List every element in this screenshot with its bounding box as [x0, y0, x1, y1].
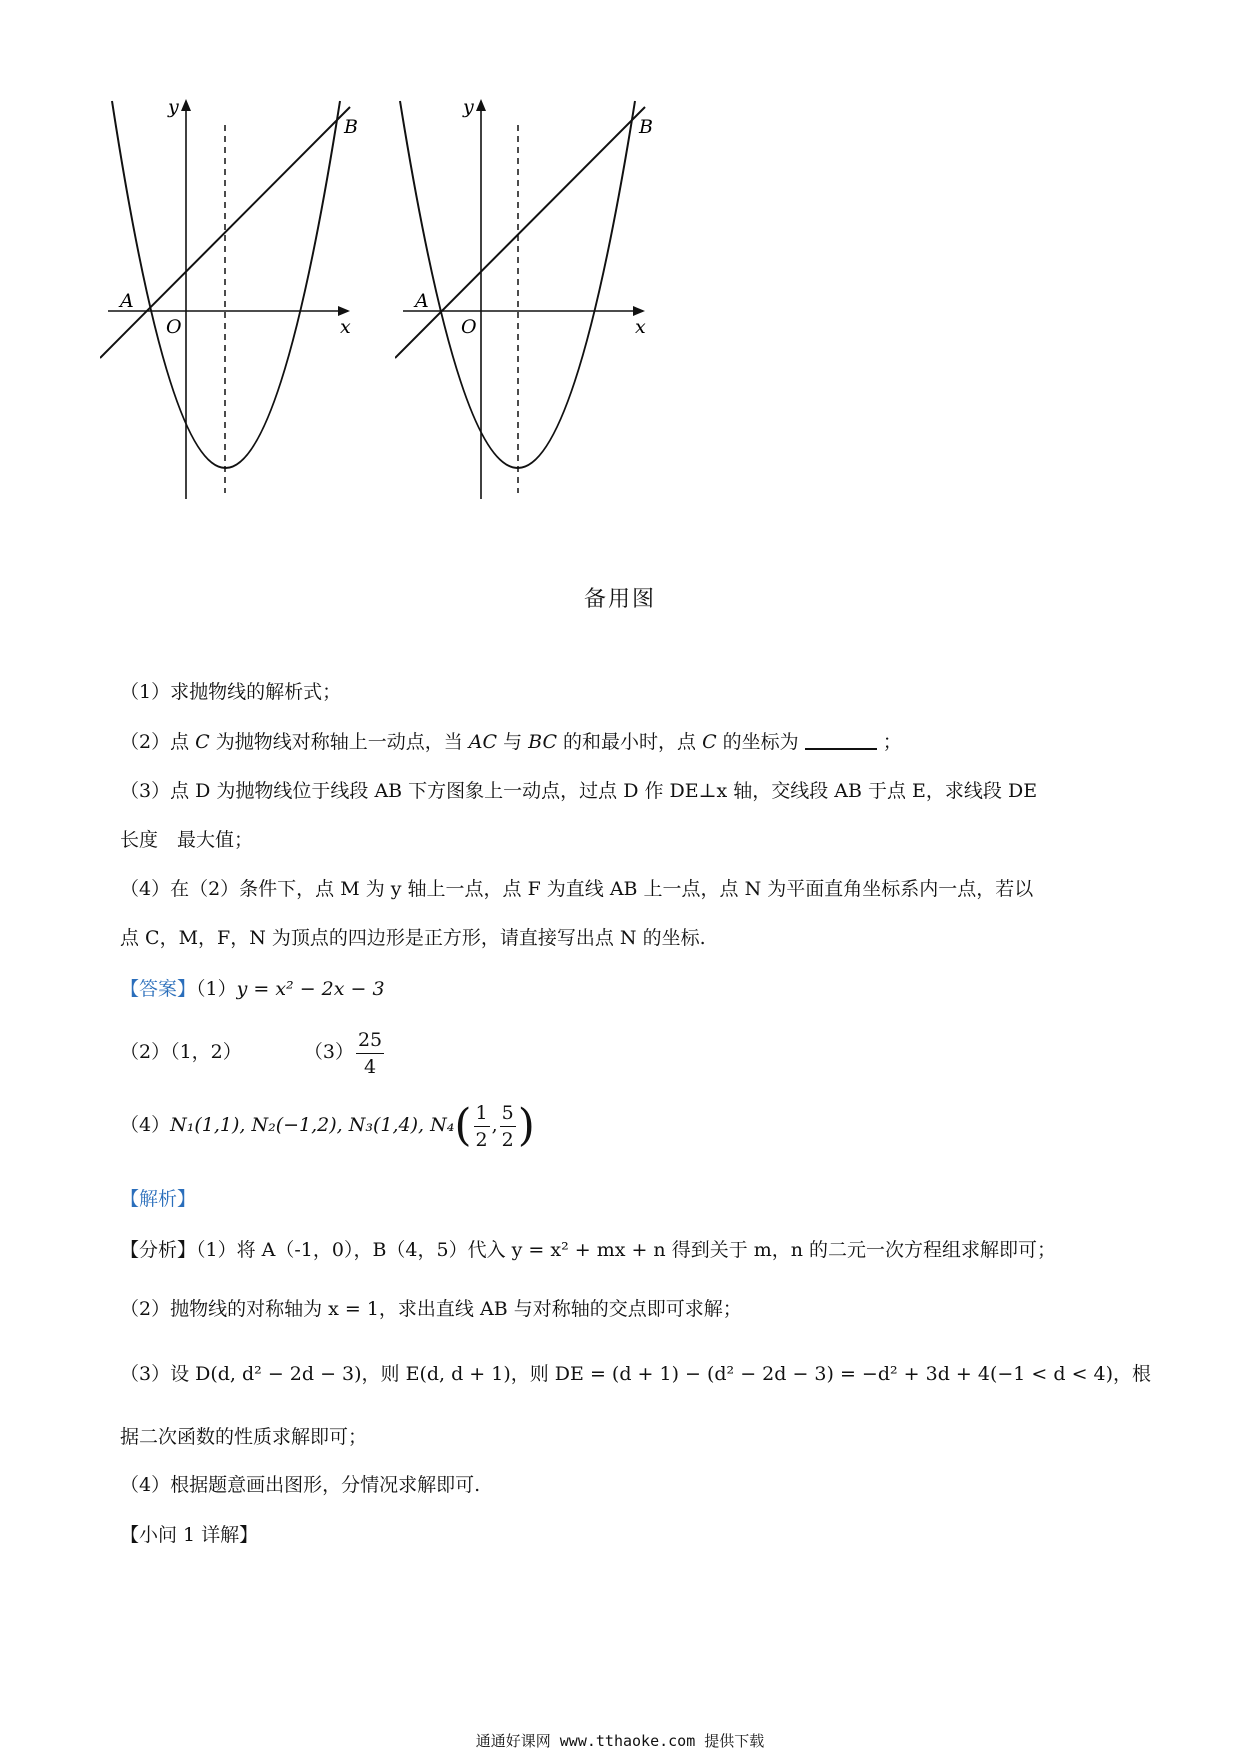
analysis-p3-line-1: （3）设 D(d, d² − 2d − 3)，则 E(d, d + 1)，则 DE = (d + 1) − (d² − 2d − 3) = −d² + 3d + 4(−1 < d < 4)，根 [120, 1363, 1152, 1385]
parabola [112, 101, 340, 468]
question-3-line-1: （3）点 D 为抛物线位于线段 AB 下方图象上一动点，过点 D 作 DE⊥x 轴，交线段 AB 于点 E，求线段 DE [120, 780, 1038, 802]
fraction-numerator: 5 [500, 1100, 516, 1127]
figure-group [100, 95, 780, 565]
answer-4: （4）N₁(1,1), N₂(−1,2), N₃(1,4), N₄( $\frac{1}{2}$ , $\frac{5}{2}$ ) [120, 1100, 535, 1151]
analysis-text: （1）将 A（-1，0），B（4，5）代入 y = x² + mx + n 得到关于 m，n 的二元一次方程组求解即可； [196, 1239, 1057, 1261]
analysis-p4: （4）根据题意画出图形，分情况求解即可. [120, 1474, 481, 1496]
y-axis-arrow [181, 99, 191, 111]
answer-4-expression: N₁(1,1), N₂(−1,2), N₃(1,4), N₄ [170, 1114, 455, 1136]
question-4-line-2: 点 C，M，F，N 为顶点的四边形是正方形，请直接写出点 N 的坐标. [120, 927, 706, 949]
label-a: A [120, 290, 134, 312]
analysis-tag: 【解析】 [120, 1188, 197, 1210]
q2-var: C [702, 731, 717, 753]
q2-text: （2）点 [120, 731, 196, 753]
answer-1 [120, 975, 385, 1003]
answer-3-prefix: （3） [303, 1041, 354, 1063]
q2-text: 为抛物线对称轴上一动点，当 [209, 731, 469, 753]
q2-text: 与 [497, 731, 529, 753]
fraction-denominator: 2 [501, 1128, 514, 1151]
page-footer: 通通好课网 www.tthaoke.com 提供下载 [475, 1732, 765, 1750]
fraction-denominator: 2 [475, 1128, 488, 1151]
left-paren: ( [454, 1100, 472, 1151]
answer-blank [805, 748, 877, 750]
detail-tag: 【小问 1 详解】 [120, 1524, 259, 1546]
line-ab [100, 107, 350, 358]
question-1: （1）求抛物线的解析式； [120, 681, 342, 703]
n4-y-fraction [500, 1100, 516, 1153]
analysis-p3-line-2: 据二次函数的性质求解即可； [120, 1426, 368, 1448]
question-2 [120, 728, 902, 756]
answer-3-fraction [356, 1027, 384, 1080]
right-paren: ) [517, 1100, 535, 1151]
analysis-p2: （2）抛物线的对称轴为 x = 1，求出直线 AB 与对称轴的交点即可求解； [120, 1298, 742, 1320]
answer-prefix: （1） [196, 978, 237, 1000]
line-ab [395, 107, 645, 358]
answer-2: （2）（1，2） [120, 1041, 242, 1063]
analysis-subtag: 【分析】 [120, 1239, 197, 1261]
answer-4-prefix: （4） [120, 1114, 171, 1136]
question-4-line-1: （4）在（2）条件下，点 M 为 y 轴上一点，点 F 为直线 AB 上一点，点 N 为平面直角坐标系内一点，若以 [120, 878, 1034, 900]
question-3-line-2: 长度 最大值； [120, 829, 254, 851]
figure-left [100, 95, 380, 565]
q2-text: ； [882, 731, 902, 753]
q2-var: AC [468, 731, 498, 753]
n4-x-fraction [474, 1100, 490, 1153]
label-b: B [639, 116, 653, 138]
q2-var: BC [528, 731, 557, 753]
answer-tag: 【答案】 [120, 978, 197, 1000]
x-axis-arrow [633, 306, 645, 316]
label-x: x [340, 316, 351, 338]
q2-text: 的和最小时，点 [557, 731, 703, 753]
label-b: B [344, 116, 358, 138]
q2-text: 的坐标为 [716, 731, 799, 753]
fraction-denominator: 4 [364, 1055, 377, 1078]
answer-expression: y = x² − 2x − 3 [236, 978, 385, 1000]
label-o: O [461, 316, 477, 338]
answer-2-3 [120, 1025, 386, 1081]
label-o: O [166, 316, 182, 338]
label-y: y [168, 96, 179, 118]
x-axis-arrow [338, 306, 350, 316]
q2-var: C [195, 731, 210, 753]
figure-caption: 备用图 [583, 587, 656, 612]
label-a: A [415, 290, 429, 312]
fraction-numerator: 1 [474, 1100, 490, 1127]
figure-right [395, 95, 675, 565]
y-axis-arrow [476, 99, 486, 111]
label-y: y [463, 96, 474, 118]
fraction-numerator: 25 [356, 1027, 384, 1054]
analysis-p1 [120, 1236, 1056, 1264]
label-x: x [635, 316, 646, 338]
